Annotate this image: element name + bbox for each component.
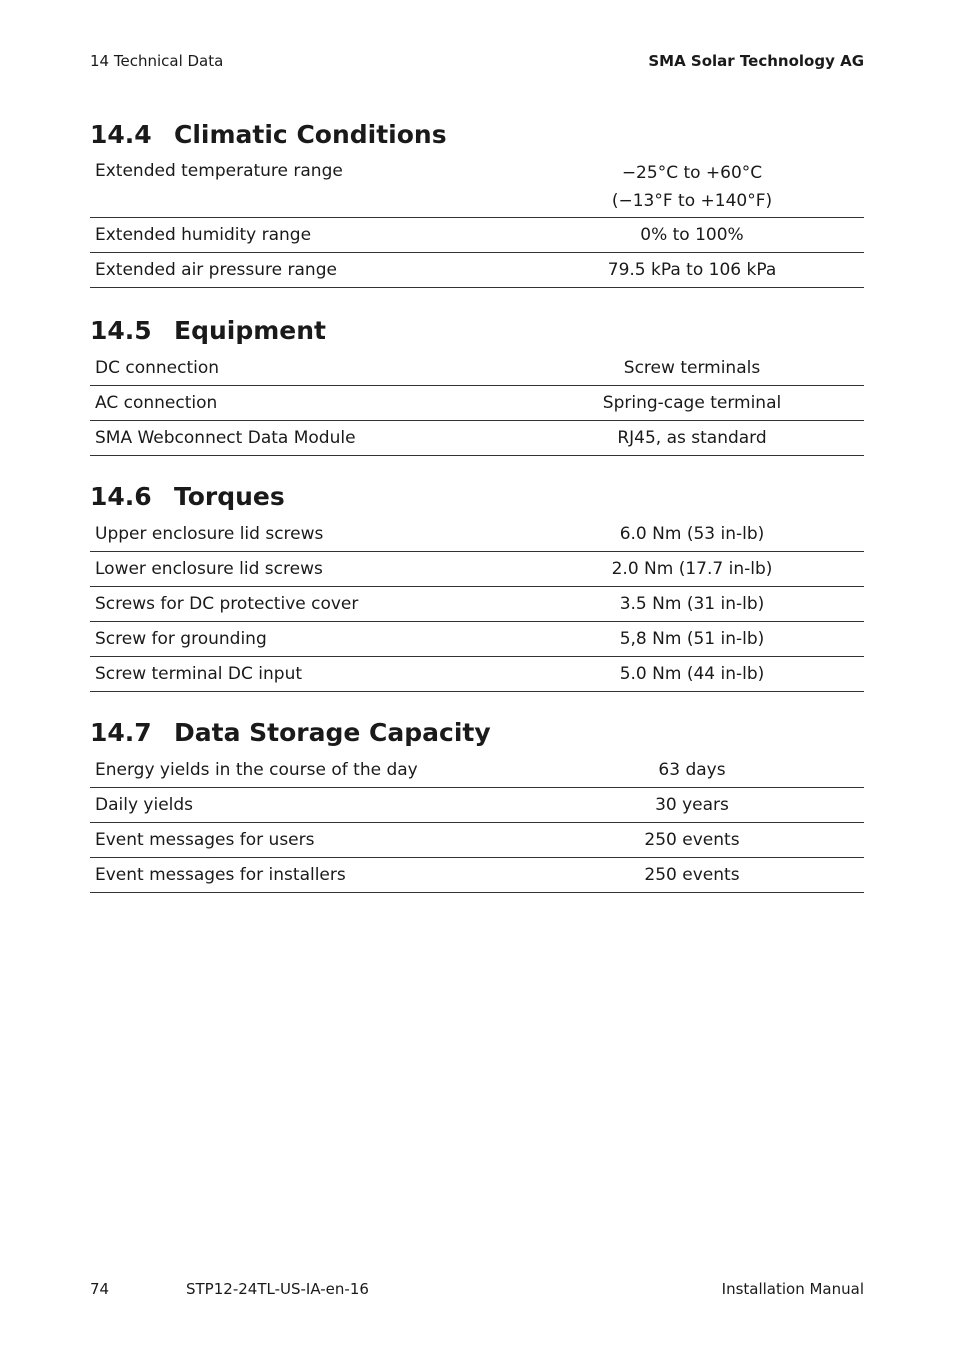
document-code: STP12-24TL-US-IA-en-16 [186, 1280, 369, 1298]
row-label: Screw for grounding [90, 622, 520, 657]
equipment-table [90, 351, 864, 456]
row-value: RJ45, as standard [520, 421, 864, 456]
row-value: 250 events [520, 823, 864, 858]
table-row [90, 788, 864, 823]
row-value: 250 events [520, 858, 864, 893]
row-label: Daily yields [90, 788, 520, 823]
page-header [90, 52, 864, 74]
row-label: Upper enclosure lid screws [90, 517, 520, 552]
document-type: Installation Manual [721, 1280, 864, 1298]
company-name: SMA Solar Technology AG [648, 52, 864, 70]
row-value: 3.5 Nm (31 in-lb) [520, 587, 864, 622]
row-value: 79.5 kPa to 106 kPa [520, 253, 864, 288]
row-value-line-2: (−13°F to +140°F) [611, 191, 773, 211]
row-value-line-1: −25°C to +60°C [621, 163, 763, 183]
row-label: Screws for DC protective cover [90, 587, 520, 622]
page-footer [90, 1280, 864, 1302]
table-row [90, 587, 864, 622]
section-number: 14.7 [90, 718, 152, 747]
section-data-storage-capacity [90, 713, 864, 893]
table-row [90, 386, 864, 421]
row-label: AC connection [90, 386, 520, 421]
row-value: 0% to 100% [520, 218, 864, 253]
row-label: Extended temperature range [90, 155, 520, 218]
row-label: DC connection [90, 351, 520, 386]
table-row [90, 218, 864, 253]
row-label: Event messages for installers [90, 858, 520, 893]
manual-page [90, 0, 864, 1354]
section-title-text: Climatic Conditions [174, 120, 447, 149]
row-value: Spring-cage terminal [520, 386, 864, 421]
climatic-conditions-table [90, 155, 864, 288]
table-row [90, 858, 864, 893]
row-label: SMA Webconnect Data Module [90, 421, 520, 456]
section-number: 14.4 [90, 120, 152, 149]
row-label: Extended humidity range [90, 218, 520, 253]
row-value: 2.0 Nm (17.7 in-lb) [520, 552, 864, 587]
section-heading [90, 477, 864, 517]
section-heading [90, 115, 864, 155]
row-label: Event messages for users [90, 823, 520, 858]
row-value: Screw terminals [520, 351, 864, 386]
table-row [90, 421, 864, 456]
section-equipment [90, 311, 864, 456]
table-row [90, 351, 864, 386]
table-row [90, 155, 864, 218]
table-row [90, 622, 864, 657]
table-row [90, 552, 864, 587]
torques-table [90, 517, 864, 692]
row-label: Lower enclosure lid screws [90, 552, 520, 587]
row-value: 30 years [520, 788, 864, 823]
section-title-text: Data Storage Capacity [174, 718, 491, 747]
table-row [90, 753, 864, 788]
data-storage-capacity-table [90, 753, 864, 893]
section-number: 14.5 [90, 316, 152, 345]
section-torques [90, 477, 864, 692]
row-value: 5,8 Nm (51 in-lb) [520, 622, 864, 657]
section-heading [90, 713, 864, 753]
table-row [90, 253, 864, 288]
row-label: Screw terminal DC input [90, 657, 520, 692]
row-value [520, 155, 864, 218]
table-row [90, 823, 864, 858]
row-label: Energy yields in the course of the day [90, 753, 520, 788]
row-value: 5.0 Nm (44 in-lb) [520, 657, 864, 692]
page-number: 74 [90, 1280, 110, 1298]
table-row [90, 517, 864, 552]
row-label: Extended air pressure range [90, 253, 520, 288]
section-climatic-conditions [90, 115, 864, 288]
section-title-text: Equipment [174, 316, 326, 345]
section-number: 14.6 [90, 482, 152, 511]
row-value: 6.0 Nm (53 in-lb) [520, 517, 864, 552]
section-heading [90, 311, 864, 351]
row-value: 63 days [520, 753, 864, 788]
section-title-text: Torques [174, 482, 285, 511]
chapter-title: 14 Technical Data [90, 52, 224, 70]
table-row [90, 657, 864, 692]
